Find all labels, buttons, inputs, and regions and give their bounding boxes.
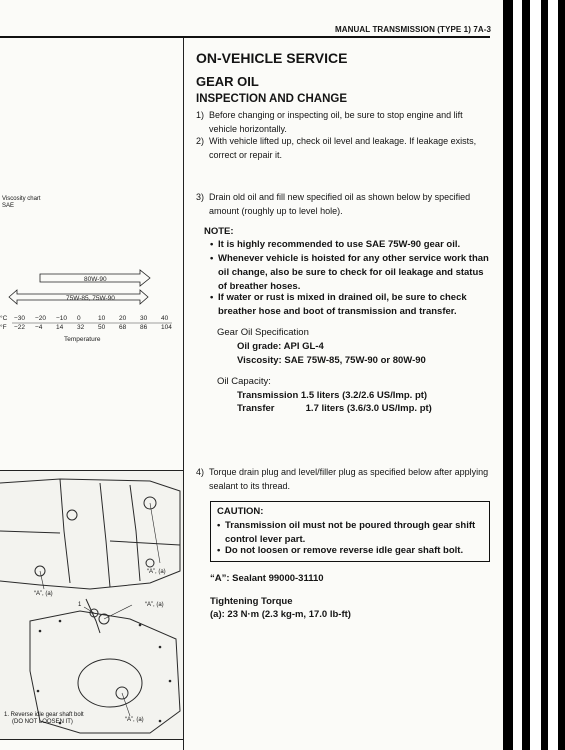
housing-rib-line (0, 531, 60, 533)
transfer-cover-icon (78, 659, 142, 707)
fahrenheit-tick-label: 32 (77, 324, 85, 331)
step-text: Drain old oil and fill new specified oil as shown below by specified amount (roughly up to level hole). (209, 192, 471, 216)
step-text: Before changing or inspecting oil, be sure to stop engine and lift vehicle horizontally. (209, 110, 463, 134)
section-subsubtitle: INSPECTION AND CHANGE (196, 93, 347, 105)
figure-label-1: 1 (78, 602, 82, 608)
caution-title: CAUTION: (217, 506, 264, 517)
fahrenheit-tick-label: −22 (14, 324, 26, 331)
oil-grade-value: API GL-4 (283, 341, 324, 352)
celsius-tick-label: −20 (35, 315, 47, 322)
figure-label-a: “A”, (a) (125, 717, 144, 723)
viscosity-chart-title-line2: SAE (2, 203, 15, 209)
housing-rib-line (130, 485, 140, 581)
sealant-spec: “A”: Sealant 99000-31110 (210, 573, 324, 584)
celsius-tick-label: 20 (119, 315, 127, 322)
page-header-title: MANUAL TRANSMISSION (TYPE 1) 7A-3 (335, 25, 492, 34)
note-title: NOTE: (204, 226, 234, 237)
note-bullet-text: If water or rust is mixed in drained oil, be sure to check breather hose and boot of transmission and transfer. (218, 292, 467, 317)
page-edge-bar (541, 0, 548, 750)
oil-grade-label: Oil grade: (237, 341, 282, 352)
figure-caption-line1: 1. Reverse idle gear shaft bolt (4, 712, 84, 718)
viscosity-chart-title (2, 196, 41, 210)
capacity-transmission-value: 1.5 liters (3.2/2.6 US/Imp. pt) (300, 390, 428, 401)
page-edge-bar (503, 0, 513, 750)
fahrenheit-tick-label: 68 (119, 324, 127, 331)
fahrenheit-tick-label: −4 (35, 324, 43, 331)
step-number: 4) (196, 467, 205, 477)
capacity-transmission-row (237, 390, 427, 401)
page-edge-bar (522, 0, 530, 750)
fahrenheit-tick-label: 14 (56, 324, 64, 331)
spec-title: Gear Oil Specification (217, 327, 309, 338)
step-text: Torque drain plug and level/filler plug as specified below after applying sealant to its thread. (209, 467, 489, 491)
viscosity-chart-title-line1: Viscosity chart (2, 196, 41, 202)
figure-label-a: “A”, (a) (145, 602, 164, 608)
capacity-title: Oil Capacity: (217, 376, 271, 387)
caution-bullet-text: Transmission oil must not be poured through gear shift control lever part. (225, 520, 476, 545)
bullet-icon: • (210, 239, 214, 250)
bullet-icon: • (210, 292, 214, 303)
fahrenheit-unit-label: °F (0, 324, 7, 331)
header-rule (0, 36, 490, 38)
band-80w90-label: 80W-90 (84, 276, 107, 283)
capacity-transfer-row (237, 403, 432, 414)
fahrenheit-tick-label: 86 (140, 324, 148, 331)
bolt-icon (67, 510, 77, 520)
page-edge-bar (558, 0, 565, 750)
step-number: 3) (196, 192, 205, 202)
housing-rib-line (110, 541, 180, 545)
viscosity-label: Viscosity: (237, 355, 282, 366)
caution-box (210, 501, 490, 562)
bullet-icon: • (210, 253, 214, 264)
step-number: 2) (196, 136, 205, 146)
step-text: With vehicle lifted up, check oil level and leakage. If leakage exists, correct or repair it. (209, 136, 477, 160)
section-subtitle: GEAR OIL (196, 74, 259, 89)
bolt-icon (146, 559, 154, 567)
celsius-tick-label: 30 (140, 315, 148, 322)
figure-label-a: “A”, (a) (34, 591, 53, 597)
capacity-transmission-label: Transmission (237, 390, 299, 401)
oil-grade-row (237, 341, 324, 352)
viscosity-value: SAE 75W-85, 75W-90 or 80W-90 (284, 355, 426, 366)
note-bullet-text: Whenever vehicle is hoisted for any other service work than oil change, also be sure to check for oil leakage and status of breather hoses. (218, 253, 489, 292)
celsius-tick-label: −10 (56, 315, 68, 322)
fahrenheit-tick-labels (14, 324, 172, 331)
viscosity-row (237, 355, 426, 366)
fahrenheit-tick-label: 104 (161, 324, 172, 331)
housing-seam-line (60, 479, 70, 583)
housing-rib-line (100, 483, 110, 587)
transmission-figure (0, 470, 184, 740)
temperature-axis-label: Temperature (64, 336, 101, 343)
band-75w-label: 75W-85, 75W-90 (66, 295, 115, 302)
fahrenheit-tick-label: 50 (98, 324, 106, 331)
figure-label-a: “A”, (a) (147, 569, 166, 575)
viscosity-chart (0, 265, 183, 350)
celsius-tick-label: 40 (161, 315, 169, 322)
torque-value: (a): 23 N·m (2.3 kg-m, 17.0 lb-ft) (210, 609, 351, 620)
bullet-icon: • (217, 520, 221, 531)
torque-title: Tightening Torque (210, 596, 293, 607)
capacity-transfer-value: 1.7 liters (3.6/3.0 US/Imp. pt) (305, 403, 432, 414)
celsius-tick-labels (14, 315, 169, 322)
caution-bullet-text: Do not loosen or remove reverse idle gear shaft bolt. (225, 545, 464, 556)
note-bullet-text: It is highly recommended to use SAE 75W-90 gear oil. (218, 239, 461, 250)
bullet-icon: • (217, 545, 221, 556)
figure-caption-line2: (DO NOT LOOSEN IT) (12, 719, 73, 725)
celsius-tick-label: 0 (77, 315, 81, 322)
capacity-transfer-label: Transfer (237, 403, 275, 414)
celsius-unit-label: °C (0, 315, 8, 322)
celsius-tick-label: 10 (98, 315, 106, 322)
section-title: ON-VEHICLE SERVICE (196, 50, 348, 66)
celsius-tick-label: −30 (14, 315, 26, 322)
shift-lever-shaft (86, 599, 100, 633)
step-number: 1) (196, 110, 205, 120)
